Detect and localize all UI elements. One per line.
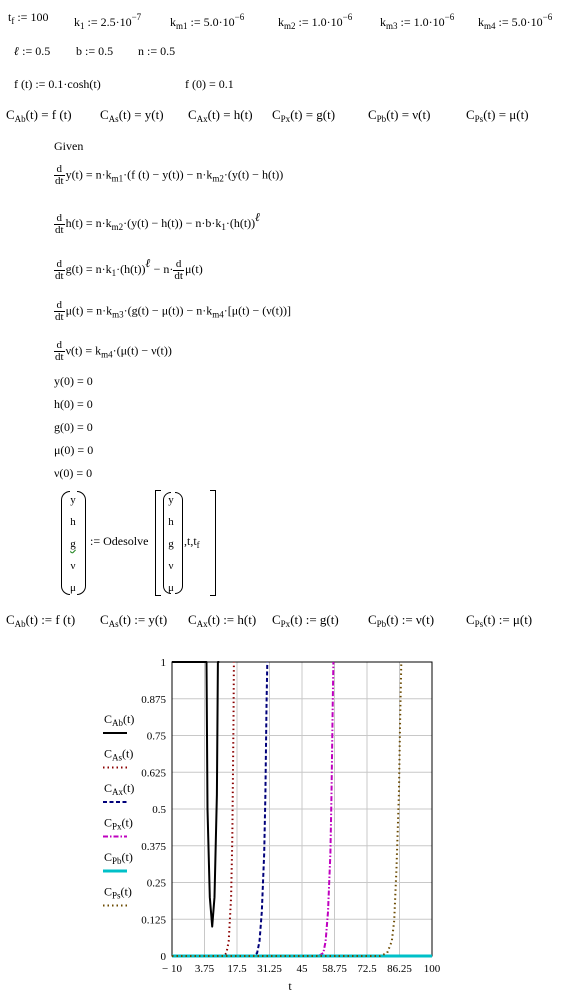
ode-mu: $\frac{d}{dt}$ $\mu(t) = n\cdot k_{m3}\cdot(g(t) - \mu(t)) - n\cdot k_{m4}\cdot[\mu(t) - (\nu(t))]$ (55, 299, 291, 323)
chart-series (172, 662, 432, 956)
def-cpb-2: $C_{Pb}(t)$ := ν(t) (368, 612, 435, 629)
param-km2: $k_{m2}$ := $1.0\cdot 10^{-6}$ (278, 12, 353, 31)
init-nu: ν(0) = 0 (54, 466, 93, 480)
def-cpx-1: $C_{Px}(t) = g(t)$ (272, 107, 336, 124)
legend-label-5: $C_{Ps}(t)$ (104, 884, 132, 901)
x-tick-label: − 10 (162, 963, 182, 975)
series-line-2 (172, 662, 267, 956)
param-km1: $k_{m1}$ := $5.0\cdot 10^{-6}$ (170, 12, 245, 31)
init-mu: μ(0) = 0 (54, 443, 94, 457)
x-tick-label: 72.5 (357, 963, 377, 975)
x-axis-label: t (288, 979, 292, 993)
f-at-zero: f (0) = 0.1 (185, 77, 234, 91)
def-cas-2: $C_{As}(t)$ := y(t) (100, 612, 168, 629)
lhs-vector-right-paren (77, 491, 86, 595)
def-cps-2: $C_{Ps}(t)$ := μ(t) (466, 612, 533, 629)
def-cax-1: $C_{Ax}(t) = h(t)$ (188, 107, 253, 124)
chart-ticks (141, 657, 441, 993)
odesolve-args: $,t,t_f$ (184, 534, 200, 550)
init-g: g(0) = 0 (54, 420, 93, 434)
param-n: n := 0.5 (138, 44, 176, 58)
series-line-1 (172, 662, 234, 956)
param-km3: $k_{m3}$ := $1.0\cdot 10^{-6}$ (380, 12, 455, 31)
plot-frame (172, 662, 432, 956)
y-tick-label: 0.75 (146, 730, 166, 743)
init-h: h(0) = 0 (54, 397, 93, 411)
x-tick-label: 58.75 (322, 963, 347, 975)
legend-label-4: $C_{Pb}(t)$ (104, 850, 133, 866)
y-tick-label: 0.875 (141, 693, 166, 706)
def-cab-2: $C_{Ab}(t)$ := f (t) (6, 612, 76, 629)
param-b: b := 0.5 (76, 44, 114, 58)
f-definition: f (t) := 0.1·cosh(t) (14, 77, 101, 91)
odesolve-call: := Odesolve (90, 534, 149, 548)
param-ell: ℓ := 0.5 (14, 44, 51, 58)
chart-grid (172, 662, 432, 956)
ode-h: $\frac{d}{dt}$ $h(t) = n\cdot k_{m2}\cdot(y(t) - h(t)) - n\cdot b\cdot k_1\cdot(h(t))^\ell$ (55, 210, 261, 236)
x-tick-label: 100 (423, 963, 441, 975)
rhs-vector-right-paren (175, 492, 183, 594)
x-tick-label: 45 (296, 963, 308, 975)
y-tick-label: 0.125 (141, 914, 166, 927)
ode-g: $\frac{d}{dt}$ $g(t) = n\cdot k_1\cdot(h(t))^\ell - n\cdot$ $\frac{d}{dt}$ μ(t) (55, 256, 203, 282)
def-cps-1: $C_{Ps}(t) = \mu(t)$ (466, 107, 529, 124)
lhs-vector: y h g ν μ (70, 494, 76, 594)
y-tick-label: 0.625 (141, 767, 166, 780)
legend-label-3: $C_{Px}(t)$ (104, 815, 133, 832)
x-tick-label: 17.5 (227, 963, 247, 975)
def-cpb-1: $C_{Pb}(t) = \nu(t)$ (368, 107, 431, 124)
legend-label-1: $C_{As}(t)$ (104, 746, 134, 763)
chart-legend (103, 712, 134, 906)
ode-y: $\frac{d}{dt}$ $y(t) = n\cdot k_{m1}\cdot(f$ $(t) - y(t)) - n\cdot k_{m2}\cdot(y(t) - h(t))$ (55, 163, 284, 187)
def-cax-2: $C_{Ax}(t)$ := h(t) (188, 612, 257, 629)
ode-nu: $\frac{d}{dt}$ $\nu(t) = k_{m4}\cdot(\mu(t) - \nu(t))$ (55, 339, 172, 363)
param-tf: $t_f$ := 100 (8, 10, 49, 26)
x-tick-label: 31.25 (257, 963, 282, 975)
def-cas-1: $C_{As}(t) = y(t)$ (100, 107, 164, 124)
given-keyword: Given (54, 139, 84, 153)
series-line-5 (172, 662, 401, 956)
param-km4: $k_{m4}$ := $5.0\cdot 10^{-6}$ (478, 12, 553, 31)
rhs-vector: y h g ν μ (168, 494, 174, 594)
series-line-0 (172, 662, 219, 927)
legend-label-0: $C_{Ab}(t)$ (104, 712, 135, 728)
def-cab-1: $C_{Ab}(t) = f$ (t) (6, 107, 72, 124)
y-tick-label: 0 (160, 951, 166, 963)
x-tick-label: 86.25 (387, 963, 412, 975)
y-tick-label: 0.25 (146, 877, 166, 890)
legend-label-2: $C_{Ax}(t)$ (104, 781, 135, 797)
x-tick-label: 3.75 (194, 963, 215, 975)
y-tick-label: 0.375 (141, 840, 166, 853)
y-tick-label: 0.5 (152, 804, 166, 816)
init-y: y(0) = 0 (54, 374, 93, 388)
rhs-bracket-right (210, 490, 216, 596)
def-cpx-2: $C_{Px}(t)$ := g(t) (272, 612, 339, 629)
rhs-bracket-left (155, 490, 161, 596)
series-line-3 (172, 662, 333, 956)
y-tick-label: 1 (160, 657, 166, 669)
param-k1: $k_1$ := $2.5\cdot 10^{-7}$ (74, 12, 142, 31)
